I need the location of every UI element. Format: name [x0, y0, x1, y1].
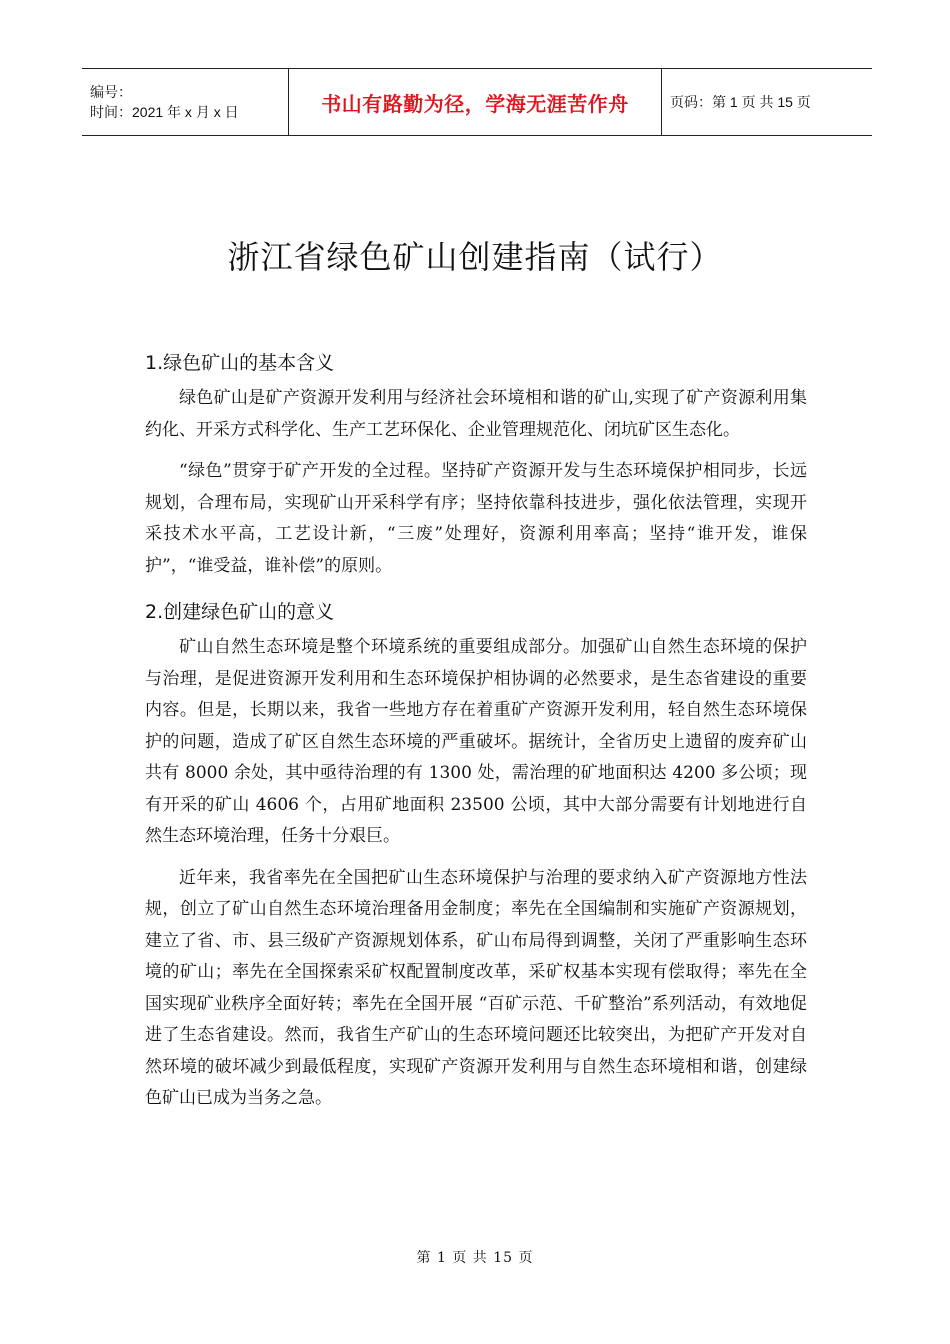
- document-number-label: 编号：: [90, 84, 132, 100]
- page-footer: 第 1 页 共 15 页: [416, 1250, 534, 1266]
- section-heading-1: 1.绿色矿山的基本含义: [145, 352, 335, 374]
- paragraph: “绿色”贯穿于矿产开发的全过程。坚持矿产资源开发与生态环境保护相同步，长远规划，合理布局，实现矿山开采科学有序；坚持依靠科技进步，强化依法管理，实现开采技术水平高，工艺设计新，“三废”处理好，资源利用率高；坚持“谁开发，谁保护”，“谁受益，谁补偿”的原则。: [145, 461, 807, 576]
- header-motto: 书山有路勤为径，学海无涯苦作舟: [321, 91, 629, 116]
- paragraph: 近年来，我省率先在全国把矿山生态环境保护与治理的要求纳入矿产资源地方性法规，创立了矿山自然生态环境治理备用金制度；率先在全国编制和实施矿产资源规划，建立了省、市、县三级矿产资源规划体系，矿山布局得到调整，关闭了严重影响生态环境的矿山；率先在全国探索采矿权配置制度改革，采矿权基本实现有偿取得；率先在全国实现矿业秩序全面好转；率先在全国开展 “百矿示范、千矿整治”系列活动，有效地促进了生态省建设。然而，我省生产矿山的生态环境问题还比较突出，为把矿产开发对自然环境的破坏减少到最低程度，实现矿产资源开发利用与自然生态环境相和谐，创建绿色矿山已成为当务之急。: [145, 867, 807, 1108]
- paragraph: 矿山自然生态环境是整个环境系统的重要组成部分。加强矿山自然生态环境的保护与治理，是促进资源开发利用和生态环境保护相协调的必然要求，是生态省建设的重要内容。但是，长期以来，我省一些地方存在着重矿产资源开发利用，轻自然生态环境保护的问题，造成了矿区自然生态环境的严重破坏。据统计，全省历史上遗留的废弃矿山共有 8000 余处，其中亟待治理的有 1300 处，需治理的矿地面积达 4200 多公顷；现有开采的矿山 4606 个，占用矿地面积 23500 公顷，其中大部分需要有计划地进行自然生态环境治理，任务十分艰巨。: [145, 637, 807, 846]
- header-motto-cell: [289, 69, 662, 136]
- header-page-info: 页码：第 1 页 共 15 页: [670, 94, 811, 110]
- document-time-label: 时间：2021 年 x 月 x 日: [90, 104, 239, 120]
- document-title: 浙江省绿色矿山创建指南（试行）: [227, 238, 723, 276]
- paragraph: 绿色矿山是矿产资源开发利用与经济社会环境相和谐的矿山,实现了矿产资源利用集约化、开采方式科学化、生产工艺环保化、企业管理规范化、闭坑矿区生态化。: [145, 388, 807, 440]
- header-page-info-cell: [662, 69, 873, 136]
- section-heading-2: 2.创建绿色矿山的意义: [145, 601, 335, 623]
- document-body: [145, 343, 807, 1115]
- header-table: [82, 68, 872, 136]
- header-left-cell: [82, 69, 289, 136]
